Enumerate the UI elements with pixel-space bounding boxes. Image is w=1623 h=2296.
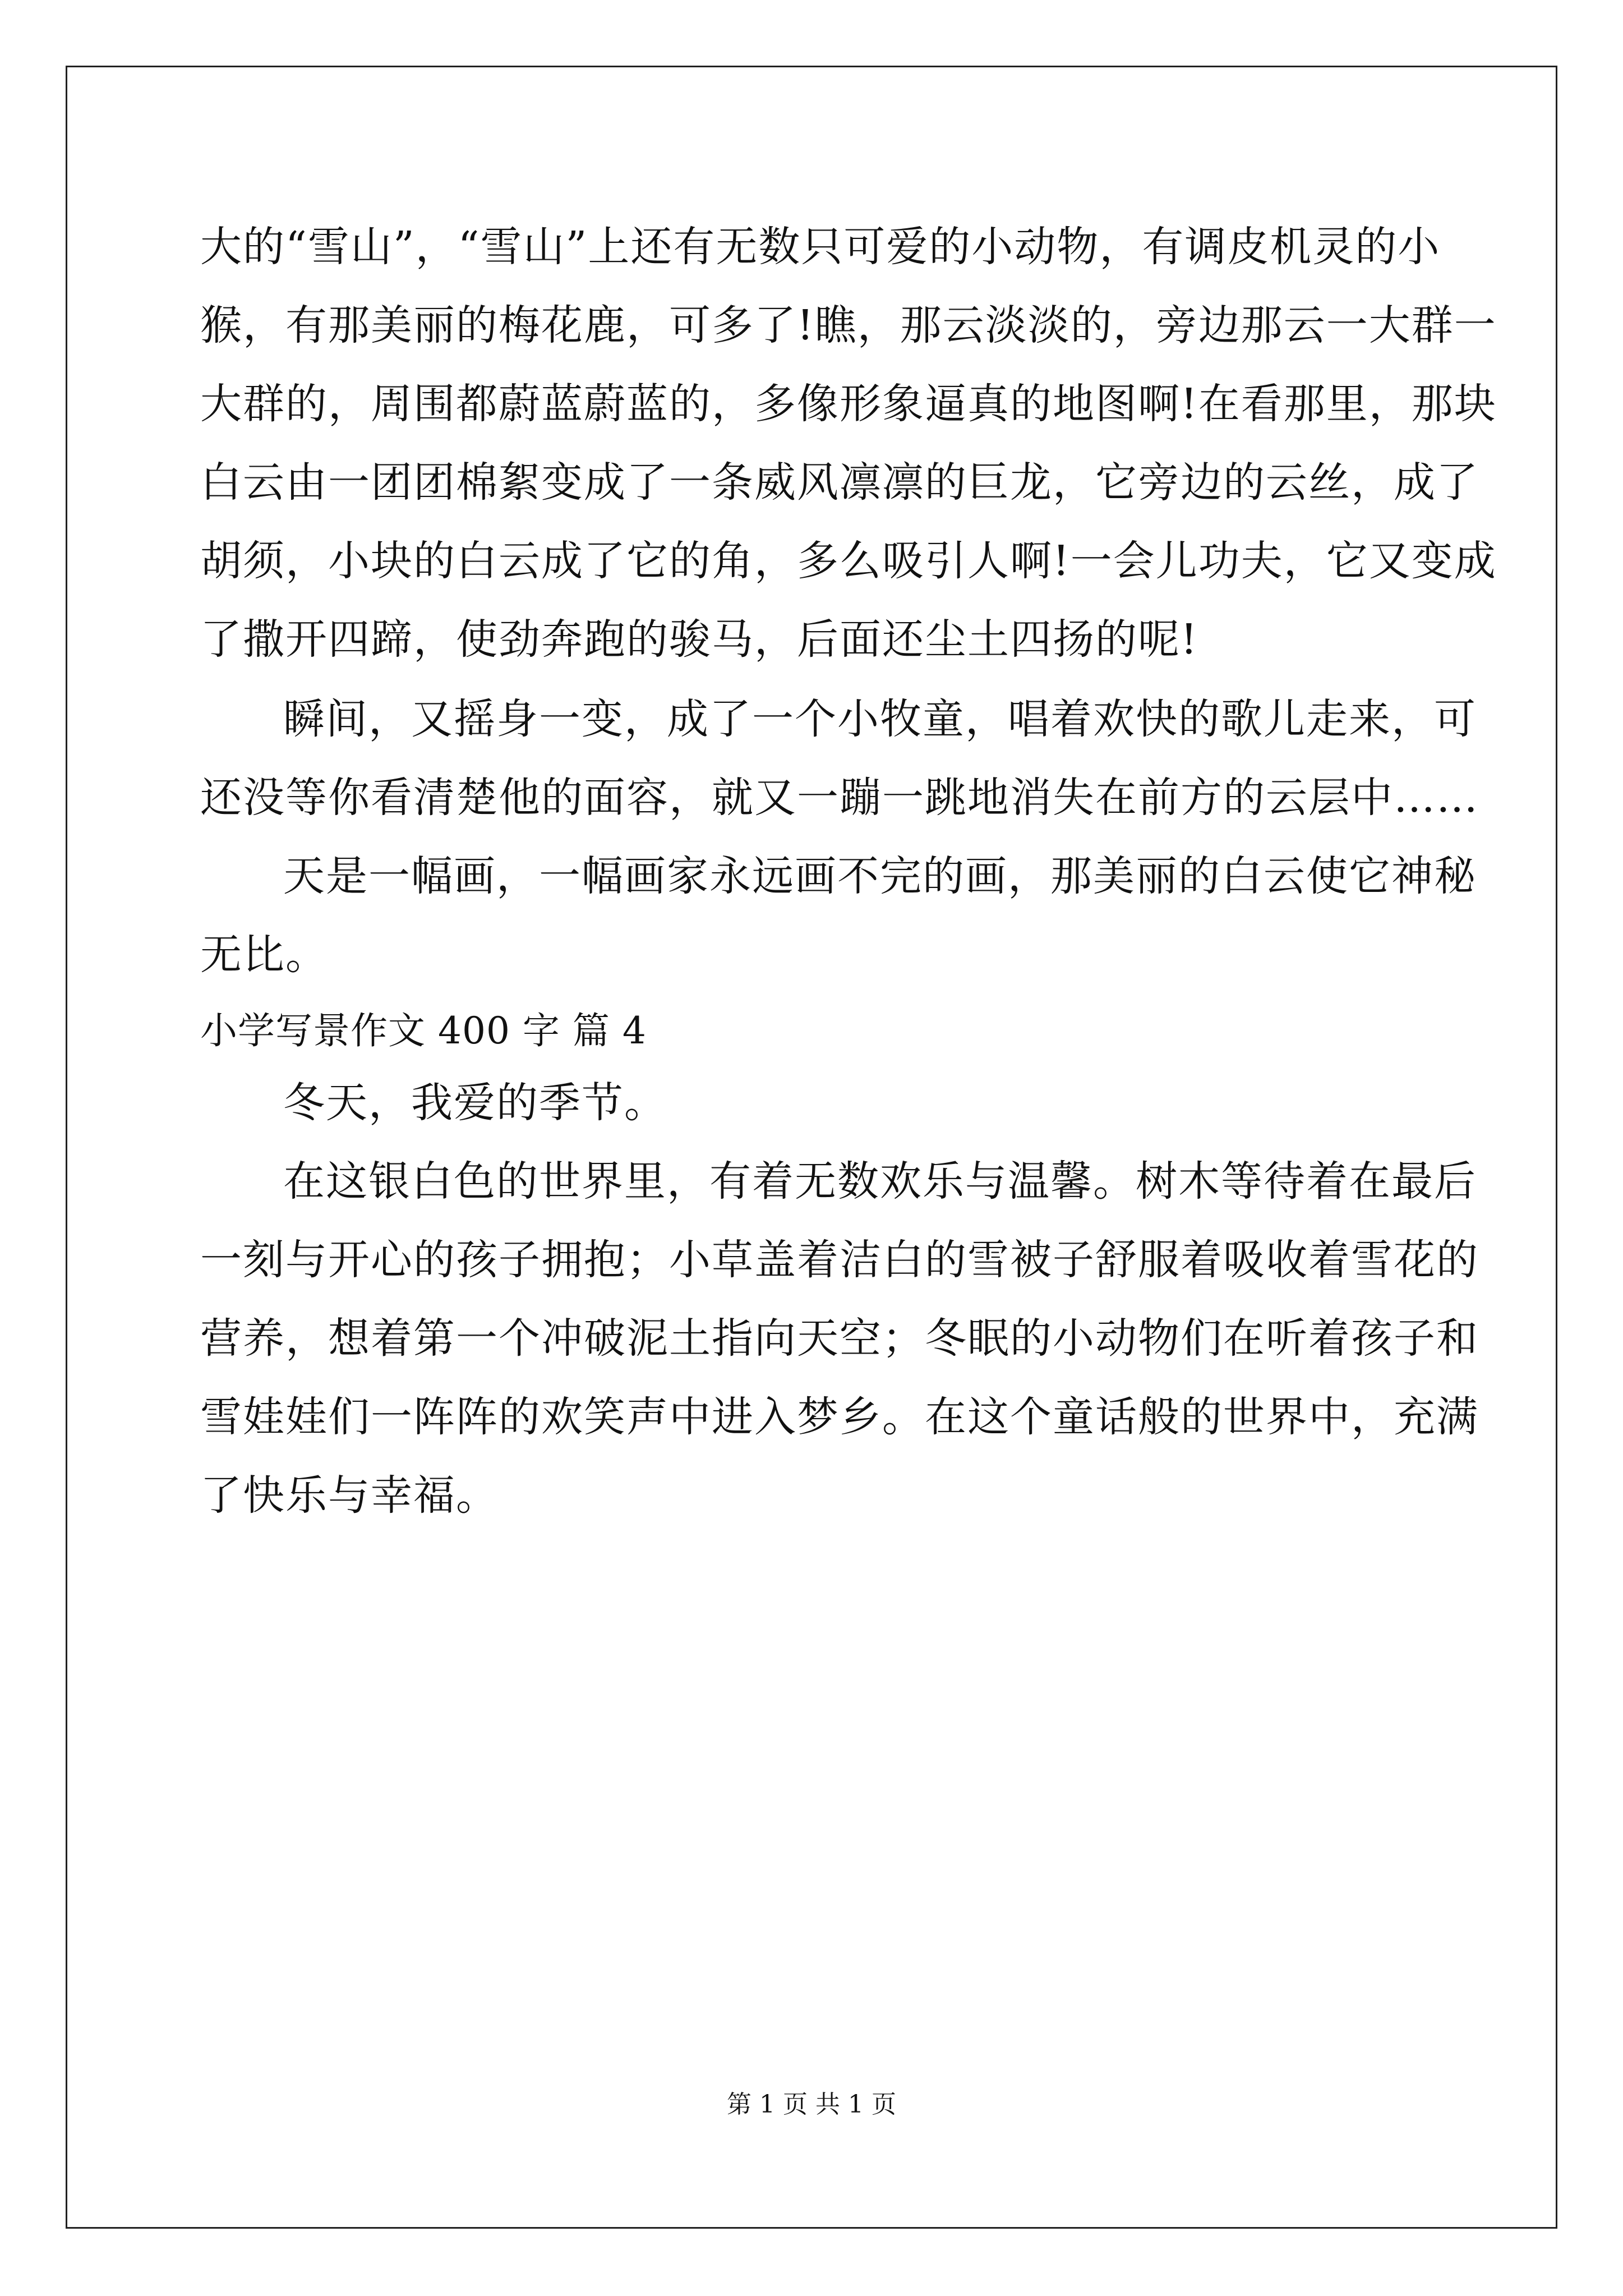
paragraph-line: 白云由一团团棉絮变成了一条威风凛凛的巨龙，它旁边的云丝，成了 xyxy=(200,458,1479,507)
paragraph-line: 在这银白色的世界里，有着无数欢乐与温馨。树木等待着在最后 xyxy=(283,1157,1477,1205)
paragraph-line: 一刻与开心的孩子拥抱；小草盖着洁白的雪被子舒服着吸收着雪花的 xyxy=(200,1236,1479,1284)
paragraph-line: 猴，有那美丽的梅花鹿，可多了!瞧，那云淡淡的，旁边那云一大群一 xyxy=(200,301,1497,349)
paragraph-line: 还没等你看清楚他的面容，就又一蹦一跳地消失在前方的云层中…… xyxy=(200,774,1479,822)
paragraph-line: 营养，想着第一个冲破泥土指向天空；冬眠的小动物们在听着孩子和 xyxy=(200,1314,1479,1363)
paragraph-line: 了撒开四蹄，使劲奔跑的骏马，后面还尘土四扬的呢! xyxy=(200,615,1198,664)
paragraph-line: 雪娃娃们一阵阵的欢笑声中进入梦乡。在这个童话般的世界中，充满 xyxy=(200,1393,1479,1441)
paragraph-line: 无比。 xyxy=(200,931,328,979)
paragraph-line: 瞬间，又摇身一变，成了一个小牧童，唱着欢快的歌儿走来，可 xyxy=(283,695,1477,743)
paragraph-line: 大的“雪山”，“雪山”上还有无数只可爱的小动物，有调皮机灵的小 xyxy=(200,223,1441,271)
paragraph-line: 天是一幅画，一幅画家永远画不完的画，那美丽的白云使它神秘 xyxy=(283,852,1477,900)
section-heading: 小学写景作文 400 字 篇 4 xyxy=(200,1009,647,1052)
paragraph-line: 冬天，我爱的季节。 xyxy=(283,1079,667,1127)
paragraph-line: 大群的，周围都蔚蓝蔚蓝的，多像形象逼真的地图啊!在看那里，那块 xyxy=(200,380,1497,428)
paragraph-line: 了快乐与幸福。 xyxy=(200,1471,499,1520)
page-footer: 第 1 页 共 1 页 xyxy=(727,2090,896,2119)
paragraph-line: 胡须，小块的白云成了它的角，多么吸引人啊!一会儿功夫，它又变成 xyxy=(200,537,1497,585)
